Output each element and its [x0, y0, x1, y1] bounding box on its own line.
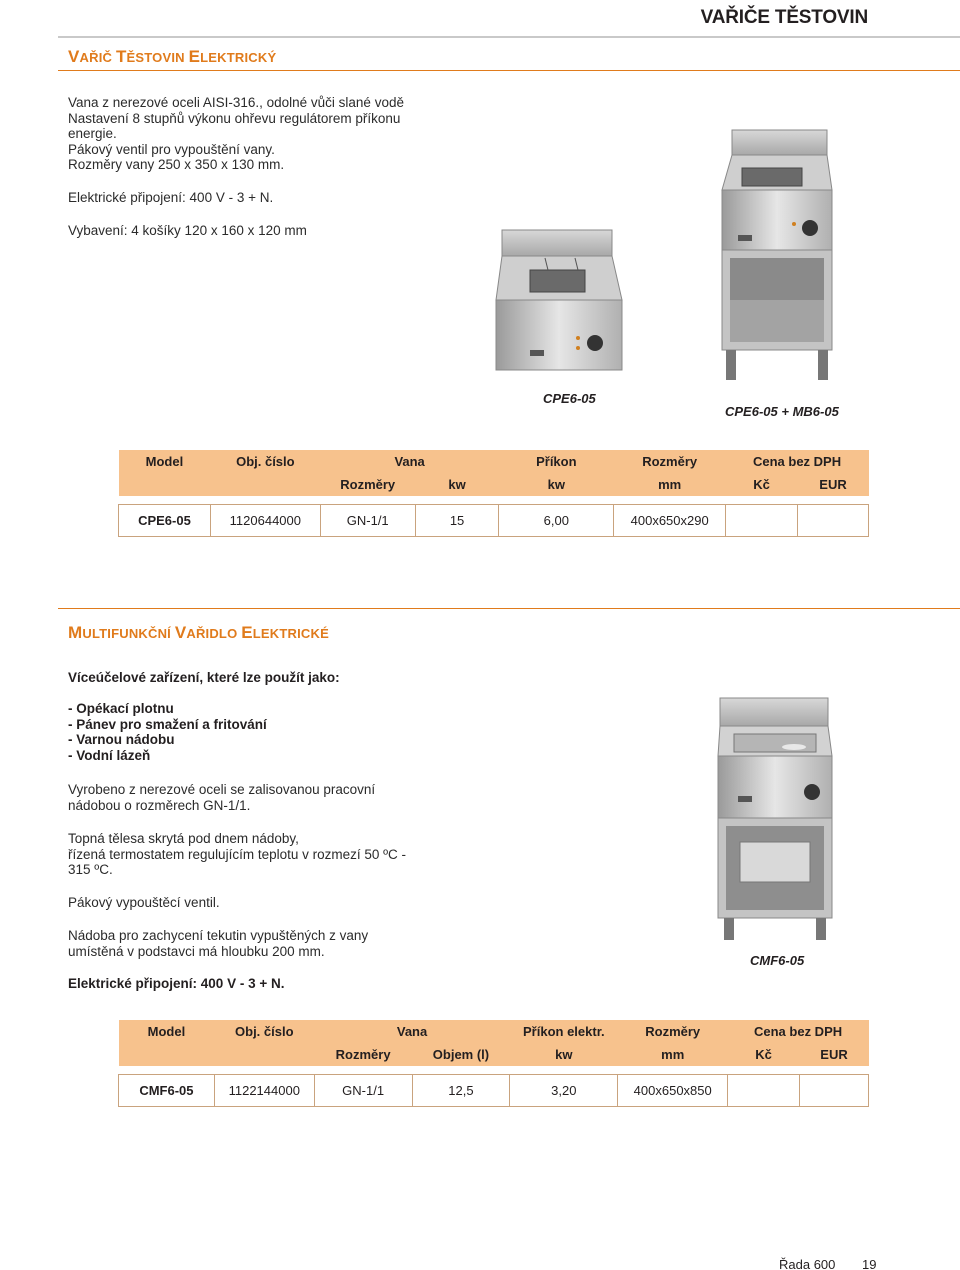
table-cell [728, 1074, 800, 1106]
table-header-cell: Cena bez DPH [726, 450, 869, 473]
table-cell: CPE6-05 [119, 504, 211, 536]
table-subheader-cell: Rozměry [320, 473, 415, 496]
paragraph-line: Vyrobeno z nerezové oceli se zalisovanou pracovní [68, 782, 376, 797]
section2-title [68, 623, 329, 643]
page-number: 19 [862, 1257, 877, 1270]
paragraph-line: Topná tělesa skrytá pod dnem nádoby, [68, 831, 299, 846]
table-subheader-cell: Objem (l) [412, 1043, 510, 1066]
section1-title-part: V [68, 47, 80, 66]
table-cell: 1120644000 [210, 504, 320, 536]
paragraph-line: řízená termostatem regulujícím teplotu v rozmezí 50 ºC - [68, 846, 407, 862]
paragraph-line: nádobou o rozměrech GN-1/1. [68, 797, 251, 813]
section2-uses-list [68, 701, 267, 763]
table-header-cell: Vana [320, 450, 499, 473]
footer-series: Řada 600 [779, 1257, 836, 1270]
section1-description [68, 95, 404, 173]
header-divider [58, 36, 960, 38]
table-header-cell: Příkon [499, 450, 614, 473]
section1-title-part: E [188, 47, 201, 66]
table-cell: GN-1/1 [320, 504, 415, 536]
table-row [119, 1074, 869, 1106]
table-header-cell: Vana [314, 1020, 510, 1043]
section1-title-part: LEKTRICKÝ [200, 50, 277, 65]
use-item: - Pánev pro smažení a fritování [68, 716, 267, 732]
section2-title-part: ULTIFUNKČNÍ [82, 626, 175, 641]
table-cell: 12,5 [412, 1074, 510, 1106]
cmf6-05-product-image [712, 692, 837, 942]
page-header-title: VAŘIČE TĚSTOVIN [700, 7, 868, 28]
table-subheader-row [119, 473, 869, 496]
description-line: Pákový ventil pro vypouštění vany. [68, 141, 275, 157]
description-line: energie. [68, 126, 117, 141]
table-header-cell: Obj. číslo [214, 1020, 314, 1043]
table-cell: CMF6-05 [119, 1074, 215, 1106]
spec-table-cpe6-05 [118, 450, 869, 537]
cpe6-05-mb6-05-product-image [712, 120, 837, 385]
use-item: - Opékací plotnu [68, 701, 174, 716]
table-subheader-cell: EUR [800, 1043, 869, 1066]
section1-title-part: T [115, 47, 127, 66]
table-header-cell: Rozměry [614, 450, 726, 473]
table-header-row [119, 450, 869, 473]
table-cell [798, 504, 869, 536]
table-cell: GN-1/1 [314, 1074, 412, 1106]
section1-equipment: Vybavení: 4 košíky 120 x 160 x 120 mm [68, 223, 307, 238]
section2-intro: Víceúčelové zařízení, které lze použít jako: [68, 670, 340, 685]
use-item: - Vodní lázeň [68, 747, 151, 763]
table-cell: 400x650x290 [614, 504, 726, 536]
table-cell: 1122144000 [214, 1074, 314, 1106]
table-subheader-cell: kw [499, 473, 614, 496]
table-subheader-cell: Kč [726, 473, 798, 496]
table-subheader-cell: kw [510, 1043, 618, 1066]
section2-electric-connection: Elektrické připojení: 400 V - 3 + N. [68, 976, 285, 991]
section2-title-part: LEKTRICKÉ [252, 626, 329, 641]
table-cell [726, 504, 798, 536]
table-subheader-cell: kw [415, 473, 499, 496]
table-subheader-cell: mm [618, 1043, 728, 1066]
section2-title-part: E [241, 623, 253, 642]
table-header-cell: Cena bez DPH [728, 1020, 869, 1043]
table-cell [800, 1074, 869, 1106]
table-header-cell: Model [119, 1020, 215, 1043]
section1-title-part: ĚSTOVIN [126, 50, 189, 65]
description-line: Rozměry vany 250 x 350 x 130 mm. [68, 157, 285, 172]
section2-title-part: V [174, 623, 187, 642]
table-subheader-cell: Kč [728, 1043, 800, 1066]
table-cell: 6,00 [499, 504, 614, 536]
caption-cmf6-05: CMF6-05 [750, 953, 805, 968]
table-header-cell: Obj. číslo [210, 450, 320, 473]
table-header-cell: Model [119, 450, 211, 473]
table-row [119, 504, 869, 536]
section2-material-paragraph [68, 782, 375, 813]
section1-divider [58, 70, 960, 71]
paragraph-line: Nádoba pro zachycení tekutin vypuštěných z vany [68, 928, 369, 943]
use-item: - Varnou nádobu [68, 732, 175, 747]
section1-title-part: AŘIČ [79, 50, 116, 65]
description-line: Nastavení 8 stupňů výkonu ohřevu regulátorem příkonu [68, 110, 401, 126]
section1-title [68, 47, 276, 67]
caption-cpe6-05: CPE6-05 [543, 391, 596, 406]
table-header-cell: Rozměry [618, 1020, 728, 1043]
caption-cpe6-05-mb6-05: CPE6-05 + MB6-05 [725, 404, 839, 419]
spec-table-cmf6-05 [118, 1020, 869, 1107]
table-header-row [119, 1020, 869, 1043]
table-subheader-cell: EUR [798, 473, 869, 496]
section2-valve-paragraph: Pákový vypouštěcí ventil. [68, 895, 220, 910]
description-line: Vana z nerezové oceli AISI-316., odolné vůči slané vodě [68, 95, 404, 110]
paragraph-line: 315 ºC. [68, 862, 113, 877]
table-header-cell: Příkon elektr. [510, 1020, 618, 1043]
paragraph-line: umístěná v podstavci má hloubku 200 mm. [68, 943, 325, 959]
table-subheader-cell: Rozměry [314, 1043, 412, 1066]
section2-top-divider [58, 608, 960, 609]
section1-electric-connection: Elektrické připojení: 400 V - 3 + N. [68, 190, 274, 205]
table-subheader-row [119, 1043, 869, 1066]
section2-heating-paragraph [68, 831, 406, 878]
table-cell: 15 [415, 504, 499, 536]
section2-container-paragraph [68, 928, 368, 959]
cpe6-05-product-image [490, 220, 630, 380]
table-subheader-cell: mm [614, 473, 726, 496]
table-cell: 400x650x850 [618, 1074, 728, 1106]
section2-title-part: M [68, 623, 83, 642]
table-cell: 3,20 [510, 1074, 618, 1106]
section2-title-part: AŘIDLO [186, 626, 242, 641]
